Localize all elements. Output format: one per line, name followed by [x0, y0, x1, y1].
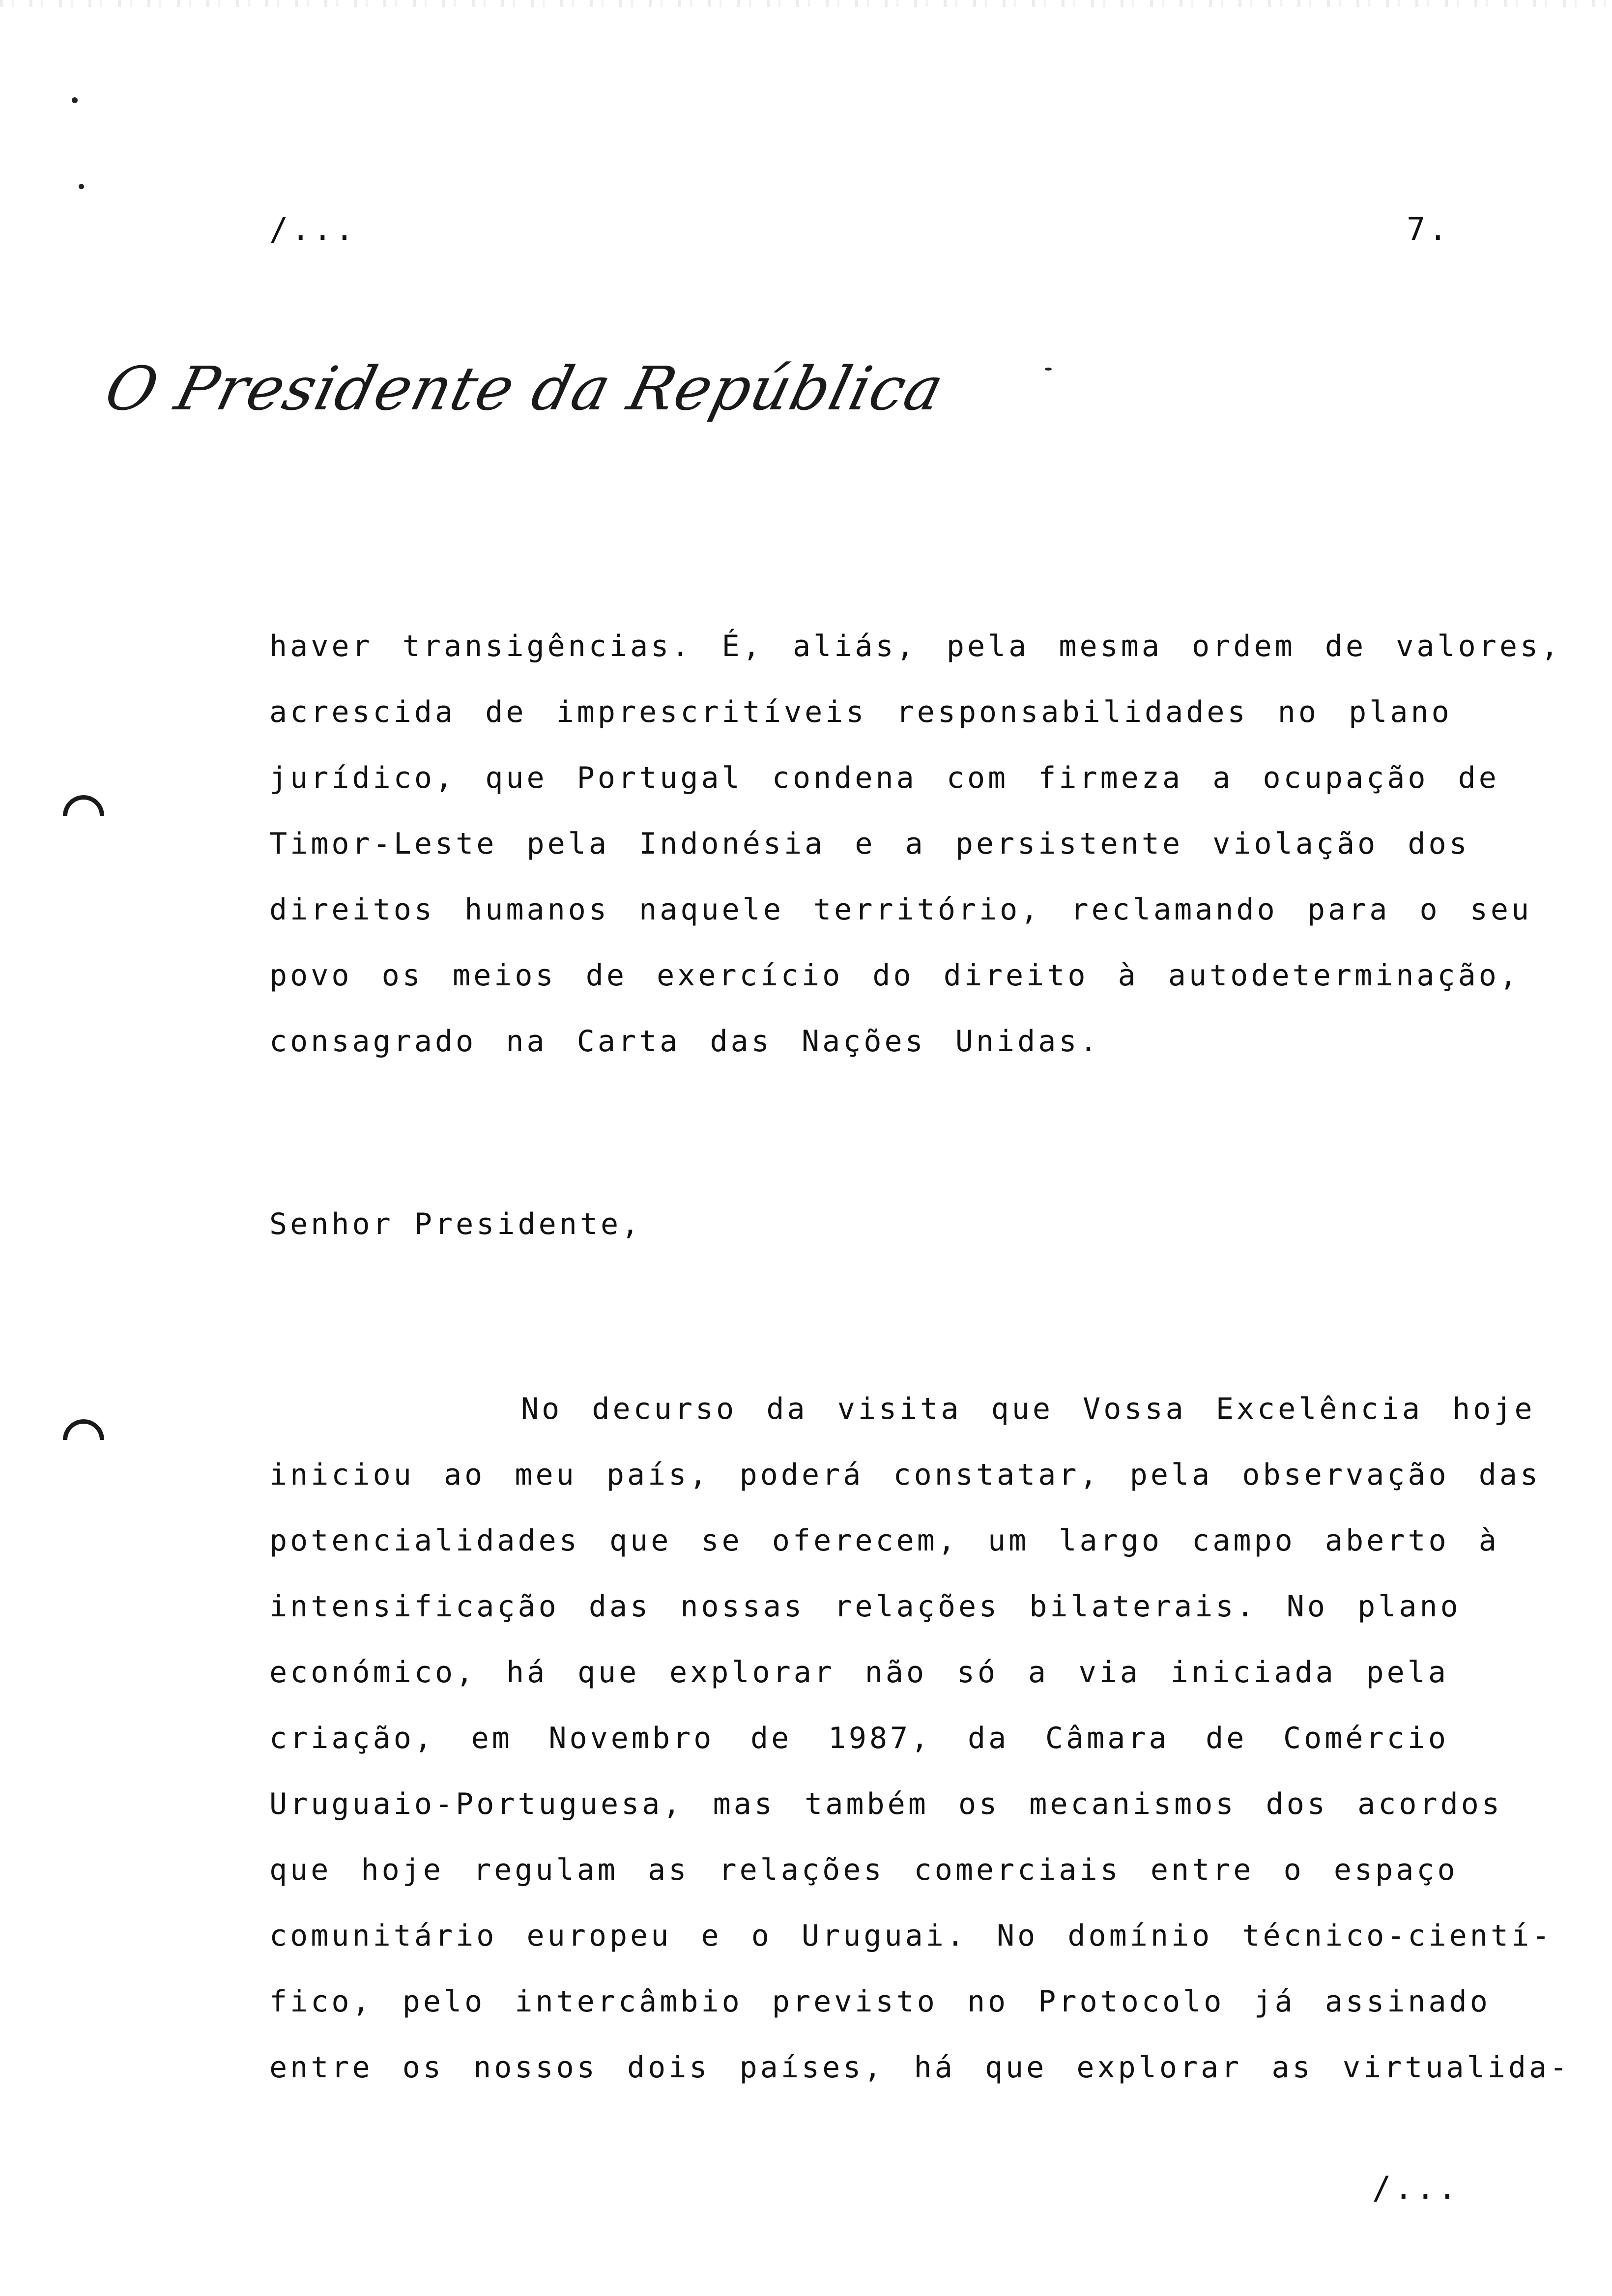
- text-line: intensificação das nossas relações bilaterais. No plano: [269, 1589, 1461, 1624]
- text-line: potencialidades que se oferecem, um largo campo aberto à: [269, 1523, 1499, 1558]
- punch-hole-mark-icon: [55, 1411, 113, 1469]
- text-line: No decurso da visita que Vossa Excelência hoje: [521, 1392, 1535, 1426]
- scan-speck: [79, 184, 84, 189]
- bottom-continuation-mark: /...: [1372, 2170, 1460, 2207]
- page-number: 7.: [1407, 211, 1451, 248]
- text-line: acrescida de imprescritíveis responsabilidades no plano: [269, 695, 1452, 729]
- top-continuation-mark: /...: [269, 211, 357, 248]
- text-line: Timor-Leste pela Indonésia e a persistente violação dos: [269, 827, 1470, 861]
- text-line: jurídico, que Portugal condena com firmeza a ocupação de: [269, 761, 1499, 795]
- text-line: comunitário europeu e o Uruguai. No domínio técnico-cientí-: [269, 1919, 1553, 1953]
- text-line: entre os nossos dois países, há que explorar as virtualida-: [269, 2050, 1571, 2085]
- text-line: povo os meios de exercício do direito à autodeterminação,: [269, 958, 1521, 993]
- salutation: Senhor Presidente,: [269, 1207, 642, 1241]
- scan-speck: [1045, 368, 1052, 371]
- text-line: haver transigências. É, aliás, pela mesma ordem de valores,: [269, 629, 1562, 663]
- paragraph-visit: [269, 1376, 1571, 2100]
- text-line: económico, há que explorar não só a via iniciada pela: [269, 1655, 1449, 1690]
- text-line: criação, em Novembro de 1987, da Câmara de Comércio: [269, 1721, 1449, 1755]
- text-line: direitos humanos naquele território, reclamando para o seu: [269, 892, 1532, 927]
- scan-artifact-strip: [0, 0, 1612, 7]
- text-line: fico, pelo intercâmbio previsto no Protocolo já assinado: [269, 1984, 1491, 2019]
- text-line: iniciou ao meu país, poderá constatar, pela observação das: [269, 1458, 1541, 1492]
- punch-hole-mark-icon: [55, 787, 113, 845]
- scan-speck: [72, 97, 78, 103]
- paragraph-timor: [269, 613, 1562, 1074]
- letterhead: O Presidente da República: [98, 354, 951, 424]
- text-line: consagrado na Carta das Nações Unidas.: [269, 1024, 1100, 1059]
- text-line: que hoje regulam as relações comerciais entre o espaço: [269, 1853, 1458, 1887]
- text-line: Uruguaio-Portuguesa, mas também os mecanismos dos acordos: [269, 1787, 1503, 1821]
